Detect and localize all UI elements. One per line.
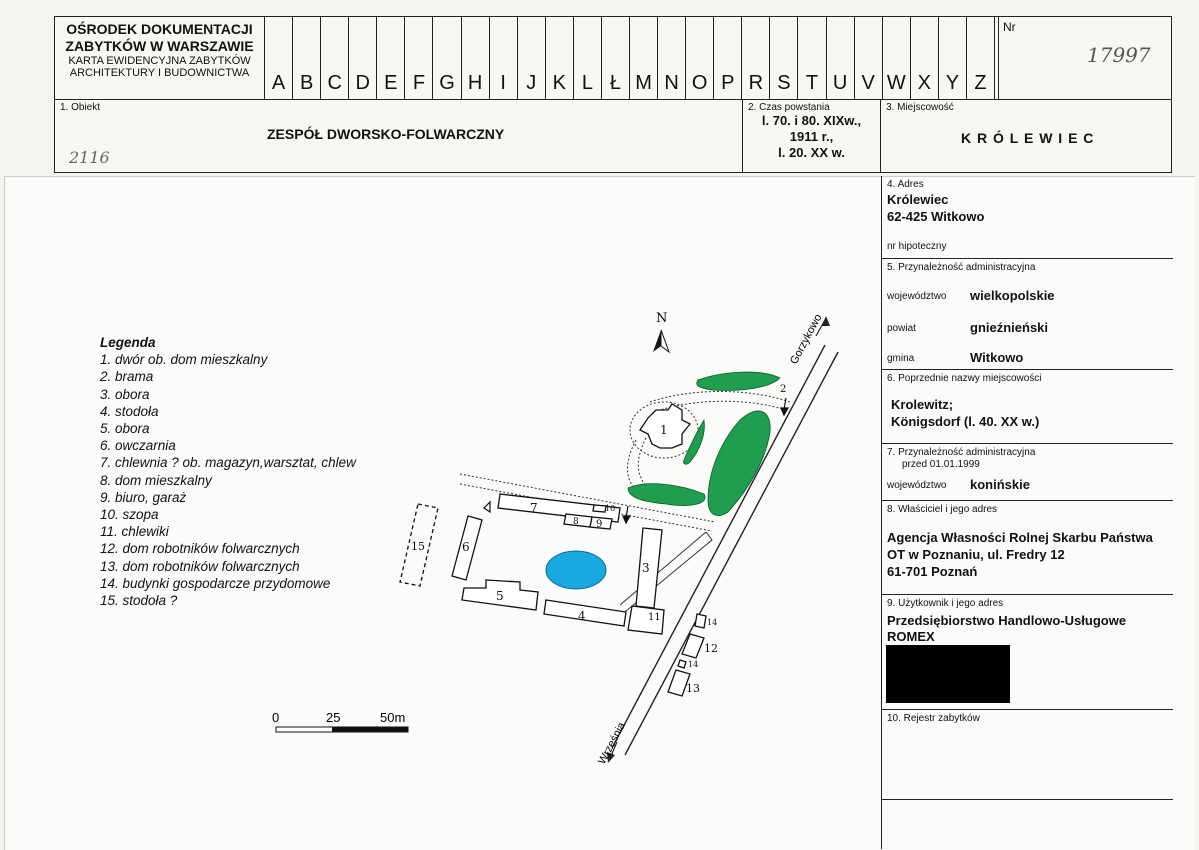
poprzednie-line-2: Königsdorf (l. 40. XX w.)	[891, 414, 1040, 429]
road-label-gorzykowo: Gorzykowo	[788, 312, 825, 367]
index-letter: L	[574, 17, 602, 99]
obiekt-label: 1. Obiekt	[60, 102, 101, 113]
index-letter: U	[827, 17, 855, 99]
uzytkownik-line-1: Przedsiębiorstwo Handlowo-Usługowe	[887, 613, 1127, 628]
gmina-label: gmina	[887, 353, 915, 364]
driveway	[620, 532, 712, 616]
obiekt-value: ZESPÓŁ DWORSKO-FOLWARCZNY	[267, 126, 505, 142]
road-label-wrzesnia: Września	[596, 720, 629, 767]
index-letter: S	[770, 17, 798, 99]
label-12: 12	[704, 642, 718, 655]
label-14a: 14	[707, 618, 718, 627]
label-3: 3	[642, 561, 650, 575]
uzytkownik-label: 9. Użytkownik i jego adres	[887, 598, 1004, 609]
adres-label: 4. Adres	[887, 179, 924, 190]
powiat-label: powiat	[887, 323, 916, 334]
wlasciciel-line-1: Agencja Własności Rolnej Skarbu Państwa	[887, 530, 1153, 545]
wojewodztwo-label: województwo	[887, 291, 947, 302]
index-letter: A	[265, 17, 293, 99]
label-11: 11	[648, 612, 661, 623]
label-9: 9	[596, 519, 603, 530]
legend-item: 15. stodoła ?	[100, 593, 178, 609]
legend-item: 12. dom robotników folwarcznych	[100, 541, 300, 557]
legend-item: 4. stodoła	[100, 403, 159, 419]
label-2: 2	[780, 384, 787, 395]
powiat-value: gnieźnieński	[970, 320, 1049, 335]
label-10: 10	[605, 504, 616, 513]
scale-50m: 50m	[380, 710, 406, 725]
index-letter: D	[349, 17, 377, 99]
legend-item: 11. chlewiki	[100, 524, 169, 540]
przynaleznosc-przed-label-2: przed 01.01.1999	[902, 459, 980, 470]
nr-label: Nr	[1003, 20, 1016, 34]
index-letter: C	[321, 17, 349, 99]
scale-0: 0	[272, 710, 280, 725]
czas-line-1: l. 70. i 80. XIXw.,	[761, 113, 862, 128]
index-letter: P	[714, 17, 742, 99]
label-1: 1	[660, 423, 668, 437]
uzytkownik-line-2: ROMEX	[887, 629, 935, 644]
poprzednie-line-1: Krolewitz;	[891, 397, 954, 412]
legend-item: 3. obora	[100, 386, 150, 402]
miejscowosc-value: K R Ó L E W I E C	[961, 130, 1095, 146]
pond	[546, 551, 606, 589]
label-7: 7	[530, 501, 538, 515]
legend-item: 6. owczarnia	[100, 438, 176, 454]
gmina-value: Witkowo	[970, 350, 1024, 365]
index-letter: J	[518, 17, 546, 99]
north-label: N	[656, 311, 668, 326]
building-labels	[411, 384, 786, 695]
legend-item: 1. dwór ob. dom mieszkalny	[100, 352, 268, 368]
rejestr-label: 10. Rejestr zabytków	[887, 713, 980, 724]
index-letter: E	[377, 17, 405, 99]
legend-item: 2. brama	[100, 369, 154, 385]
index-letter: M	[630, 17, 658, 99]
building-14b	[678, 660, 686, 668]
scale-bar	[272, 710, 408, 732]
legend-item: 13. dom robotników folwarcznych	[100, 558, 300, 574]
index-letter: N	[658, 17, 686, 99]
building-12	[682, 634, 704, 658]
wojewodztwo-value: wielkopolskie	[970, 288, 1055, 303]
index-letter: K	[546, 17, 574, 99]
index-letter: Ł	[602, 17, 630, 99]
scale-25: 25	[326, 710, 341, 725]
adres-line-2: 62-425 Witkowo	[887, 209, 985, 224]
legend-item: 9. biuro, garaż	[100, 489, 187, 505]
label-14b: 14	[688, 660, 699, 669]
hipoteczny-label: nr hipoteczny	[887, 241, 947, 252]
czas-line-2: 1911 r.,	[789, 129, 834, 144]
index-letter: I	[490, 17, 518, 99]
label-5: 5	[496, 589, 504, 603]
greenery	[628, 372, 780, 516]
czas-line-3: l. 20. XX w.	[778, 145, 845, 160]
card-title-line-1: KARTA EWIDENCYJNA ZABYTKÓW	[68, 55, 251, 67]
index-letter: F	[405, 17, 433, 99]
legend-title: Legenda	[100, 335, 156, 350]
wlasciciel-line-2: OT w Poznaniu, ul. Fredry 12	[887, 547, 1065, 562]
index-letter: G	[433, 17, 461, 99]
legend-item: 5. obora	[100, 421, 150, 437]
index-letter: Z	[967, 17, 995, 99]
building-14a	[695, 614, 706, 628]
obiekt-handwritten-number: 2116	[69, 148, 110, 167]
nr-value: 17997	[1087, 43, 1151, 67]
legend-item: 8. dom mieszkalny	[100, 472, 212, 488]
index-letter: H	[462, 17, 490, 99]
index-letter: B	[293, 17, 321, 99]
wlasciciel-line-3: 61-701 Poznań	[887, 564, 978, 579]
label-6: 6	[462, 540, 470, 554]
legend-item: 10. szopa	[100, 507, 159, 523]
poprzednie-label: 6. Poprzednie nazwy miejscowości	[887, 373, 1042, 384]
czas-label: 2. Czas powstania	[748, 102, 830, 113]
legend-item: 7. chlewnia ? ob. magazyn,warsztat, chlew	[100, 455, 356, 471]
north-arrow	[653, 311, 669, 352]
wojewodztwo-przed-value: konińskie	[970, 477, 1030, 492]
index-letter: Y	[939, 17, 967, 99]
index-letter: T	[798, 17, 826, 99]
przynaleznosc-label: 5. Przynależność administracyjna	[887, 262, 1036, 273]
label-13: 13	[686, 682, 700, 695]
label-8: 8	[573, 517, 579, 527]
org-line-1: OŚRODEK DOKUMENTACJI	[66, 21, 253, 37]
legend-item: 14. budynki gospodarcze przydomowe	[100, 575, 331, 591]
wojewodztwo-przed-label: województwo	[887, 480, 947, 491]
index-letter: X	[911, 17, 939, 99]
index-letter: R	[742, 17, 770, 99]
card-title-line-2: ARCHITEKTURY I BUDOWNICTWA	[69, 67, 250, 79]
org-line-2: ZABYTKÓW W WARSZAWIE	[65, 38, 254, 54]
adres-line-1: Królewiec	[887, 192, 949, 207]
wlasciciel-label: 8. Właściciel i jego adres	[887, 504, 998, 515]
label-15: 15	[411, 540, 425, 553]
miejscowosc-label: 3. Miejscowość	[886, 102, 954, 113]
przynaleznosc-przed-label-1: 7. Przynależność administracyjna	[887, 447, 1036, 458]
buildings	[452, 404, 706, 696]
index-letter: W	[883, 17, 911, 99]
index-letter: O	[686, 17, 714, 99]
index-letter: V	[855, 17, 883, 99]
label-4: 4	[578, 609, 586, 623]
